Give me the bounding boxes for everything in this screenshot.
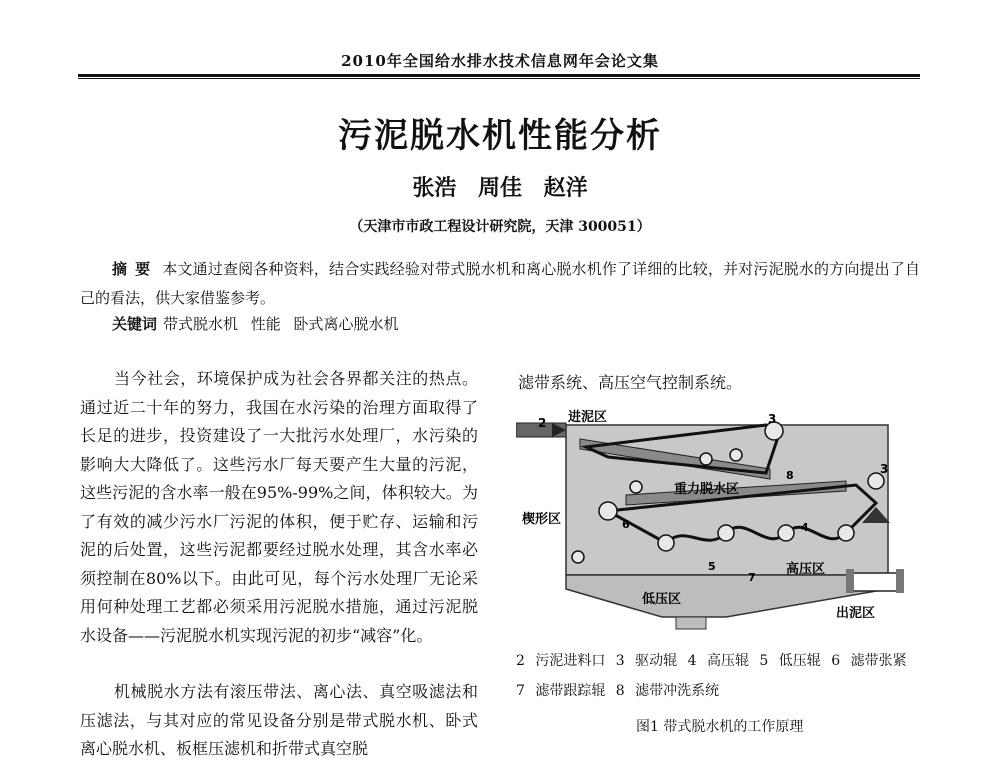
- belt-press-diagram: [516, 403, 911, 635]
- part-number: 7: [748, 571, 756, 584]
- tracking-roller: [700, 453, 712, 465]
- abstract: [80, 255, 920, 313]
- part-number: 8: [786, 469, 794, 482]
- keywords: [112, 313, 399, 334]
- part-number: 5: [708, 560, 716, 573]
- figure-legend-line-1: 2 污泥进料口 3 驱动辊 4 高压辊 5 低压辊 6 滤带张紧: [516, 653, 907, 669]
- tracking-roller: [730, 449, 742, 461]
- outlet-bin-leg: [896, 569, 904, 593]
- figure-caption: 图1 带式脱水机的工作原理: [636, 719, 804, 735]
- keywords-label: 关键词: [112, 315, 158, 333]
- high-pressure-roller: [838, 525, 854, 541]
- low-pressure-roller: [658, 535, 674, 551]
- outlet-bin-leg: [846, 569, 854, 593]
- tension-roller: [599, 502, 617, 520]
- paper-affiliation: （天津市市政工程设计研究院，天津 300051）: [349, 219, 651, 235]
- right-column-text: 滤带系统、高压空气控制系统。: [518, 373, 743, 392]
- high-pressure-roller: [778, 525, 794, 541]
- body-paragraph-2: 机械脱水方法有滚压带法、离心法、真空吸滤法和压滤法，与其对应的常见设备分别是带式脱水机、卧式离心脱水机、板框压滤机和折带式真空脱: [80, 682, 478, 758]
- figure-legend-line-2: 7 滤带跟踪辊 8 滤带冲洗系统: [516, 683, 720, 699]
- part-number: 3: [880, 462, 889, 476]
- belt-press-figure: [516, 403, 911, 639]
- guide-roller: [630, 481, 642, 493]
- abstract-text: 本文通过查阅各种资料，结合实践经验对带式脱水机和离心脱水机作了详细的比较，并对污泥脱水的方向提出了自己的看法，供大家借鉴参考。: [80, 260, 920, 307]
- drain-pipe: [676, 617, 706, 629]
- paper-title: 污泥脱水机性能分析: [338, 116, 662, 156]
- guide-roller: [572, 551, 584, 563]
- keywords-text: 带式脱水机 性能 卧式离心脱水机: [163, 315, 399, 333]
- header-rule: [78, 74, 920, 79]
- high-pressure-roller: [718, 525, 734, 541]
- part-number: 2: [538, 416, 547, 430]
- part-number: 6: [622, 518, 630, 531]
- running-header: 2010年全国给水排水技术信息网年会论文集: [341, 52, 659, 70]
- high-pressure-zone-label: 高压区: [786, 562, 826, 577]
- outlet-zone-label: 出泥区: [836, 606, 876, 621]
- low-pressure-zone-label: 低压区: [642, 592, 682, 607]
- body-paragraph-1: 当今社会，环境保护成为社会各界都关注的热点。通过近二十年的努力，我国在水污染的治理方面取得了长足的进步，投资建设了一大批污水处理厂，水污染的影响大大降低了。这些污水厂每天要产生大量的污泥，这些污泥的含水率一般在95%-99%之间，体积较大。为了有效的减少污水厂污泥的体积，便于贮存、运输和污泥的后处置，这些污泥都要经过脱水处理，其含水率必须控制在80%以下。由此可见，每个污水处理厂无论采用何种处理工艺都必须采用污泥脱水措施，通过污泥脱水设备——污泥脱水机实现污泥的初步“减容”化。: [80, 369, 478, 645]
- gravity-zone-label: 重力脱水区: [674, 482, 740, 497]
- paper-authors: 张浩 周佳 赵洋: [412, 176, 588, 201]
- part-number: 3: [768, 412, 777, 426]
- wedge-zone-label: 楔形区: [522, 512, 562, 527]
- inlet-zone-label: 进泥区: [568, 410, 608, 425]
- abstract-label: 摘要: [112, 260, 159, 278]
- outlet-bin: [852, 573, 898, 591]
- part-number: 4: [801, 521, 809, 534]
